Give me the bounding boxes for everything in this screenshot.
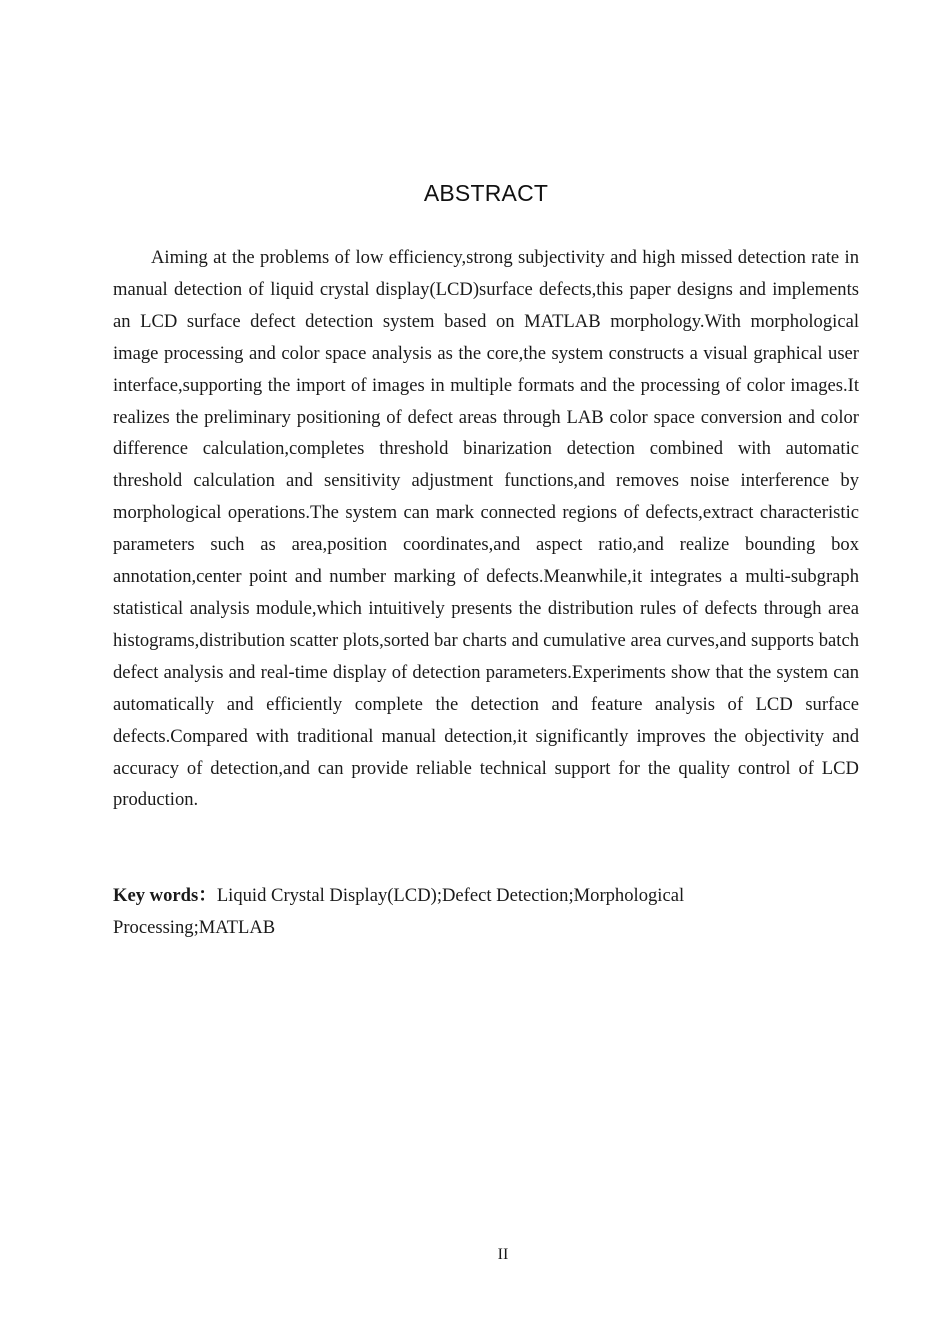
abstract-title: ABSTRACT [423,180,549,206]
page-number: II [497,1246,509,1263]
keywords-value: Liquid Crystal Display(LCD);Defect Detection;Morphological Processing;MATLAB [113,885,685,938]
keywords-line [113,880,713,944]
keywords-label: Key words： [113,885,217,906]
abstract-body: Aiming at the problems of low efficiency,strong subjectivity and high missed detection rate in manual detection of liquid crystal display(LCD)surface defects,this paper designs and implements an LCD surface defect detection system based on MATLAB morphology.With morphological image processing and color space analysis as the core,the system constructs a visual graphical user interface,supporting the import of images in multiple formats and the processing of color images.It realizes the preliminary positioning of defect areas through LAB color space conversion and color difference calculation,completes threshold binarization detection combined with automatic threshold calculation and sensitivity adjustment functions,and removes noise interference by morphological operations.The system can mark connected regions of defects,extract characteristic parameters such as area,position coordinates,and aspect ratio,and realize bounding box annotation,center point and number marking of defects.Meanwhile,it integrates a multi-subgraph statistical analysis module,which intuitively presents the distribution rules of defects through area histograms,distribution scatter plots,sorted bar charts and cumulative area curves,and supports batch defect analysis and real-time display of detection parameters.Experiments show that the system can automatically and efficiently complete the detection and feature analysis of LCD surface defects.Compared with traditional manual detection,it significantly improves the objectivity and accuracy of detection,and can provide reliable technical support for the quality control of LCD production. [113,247,859,811]
